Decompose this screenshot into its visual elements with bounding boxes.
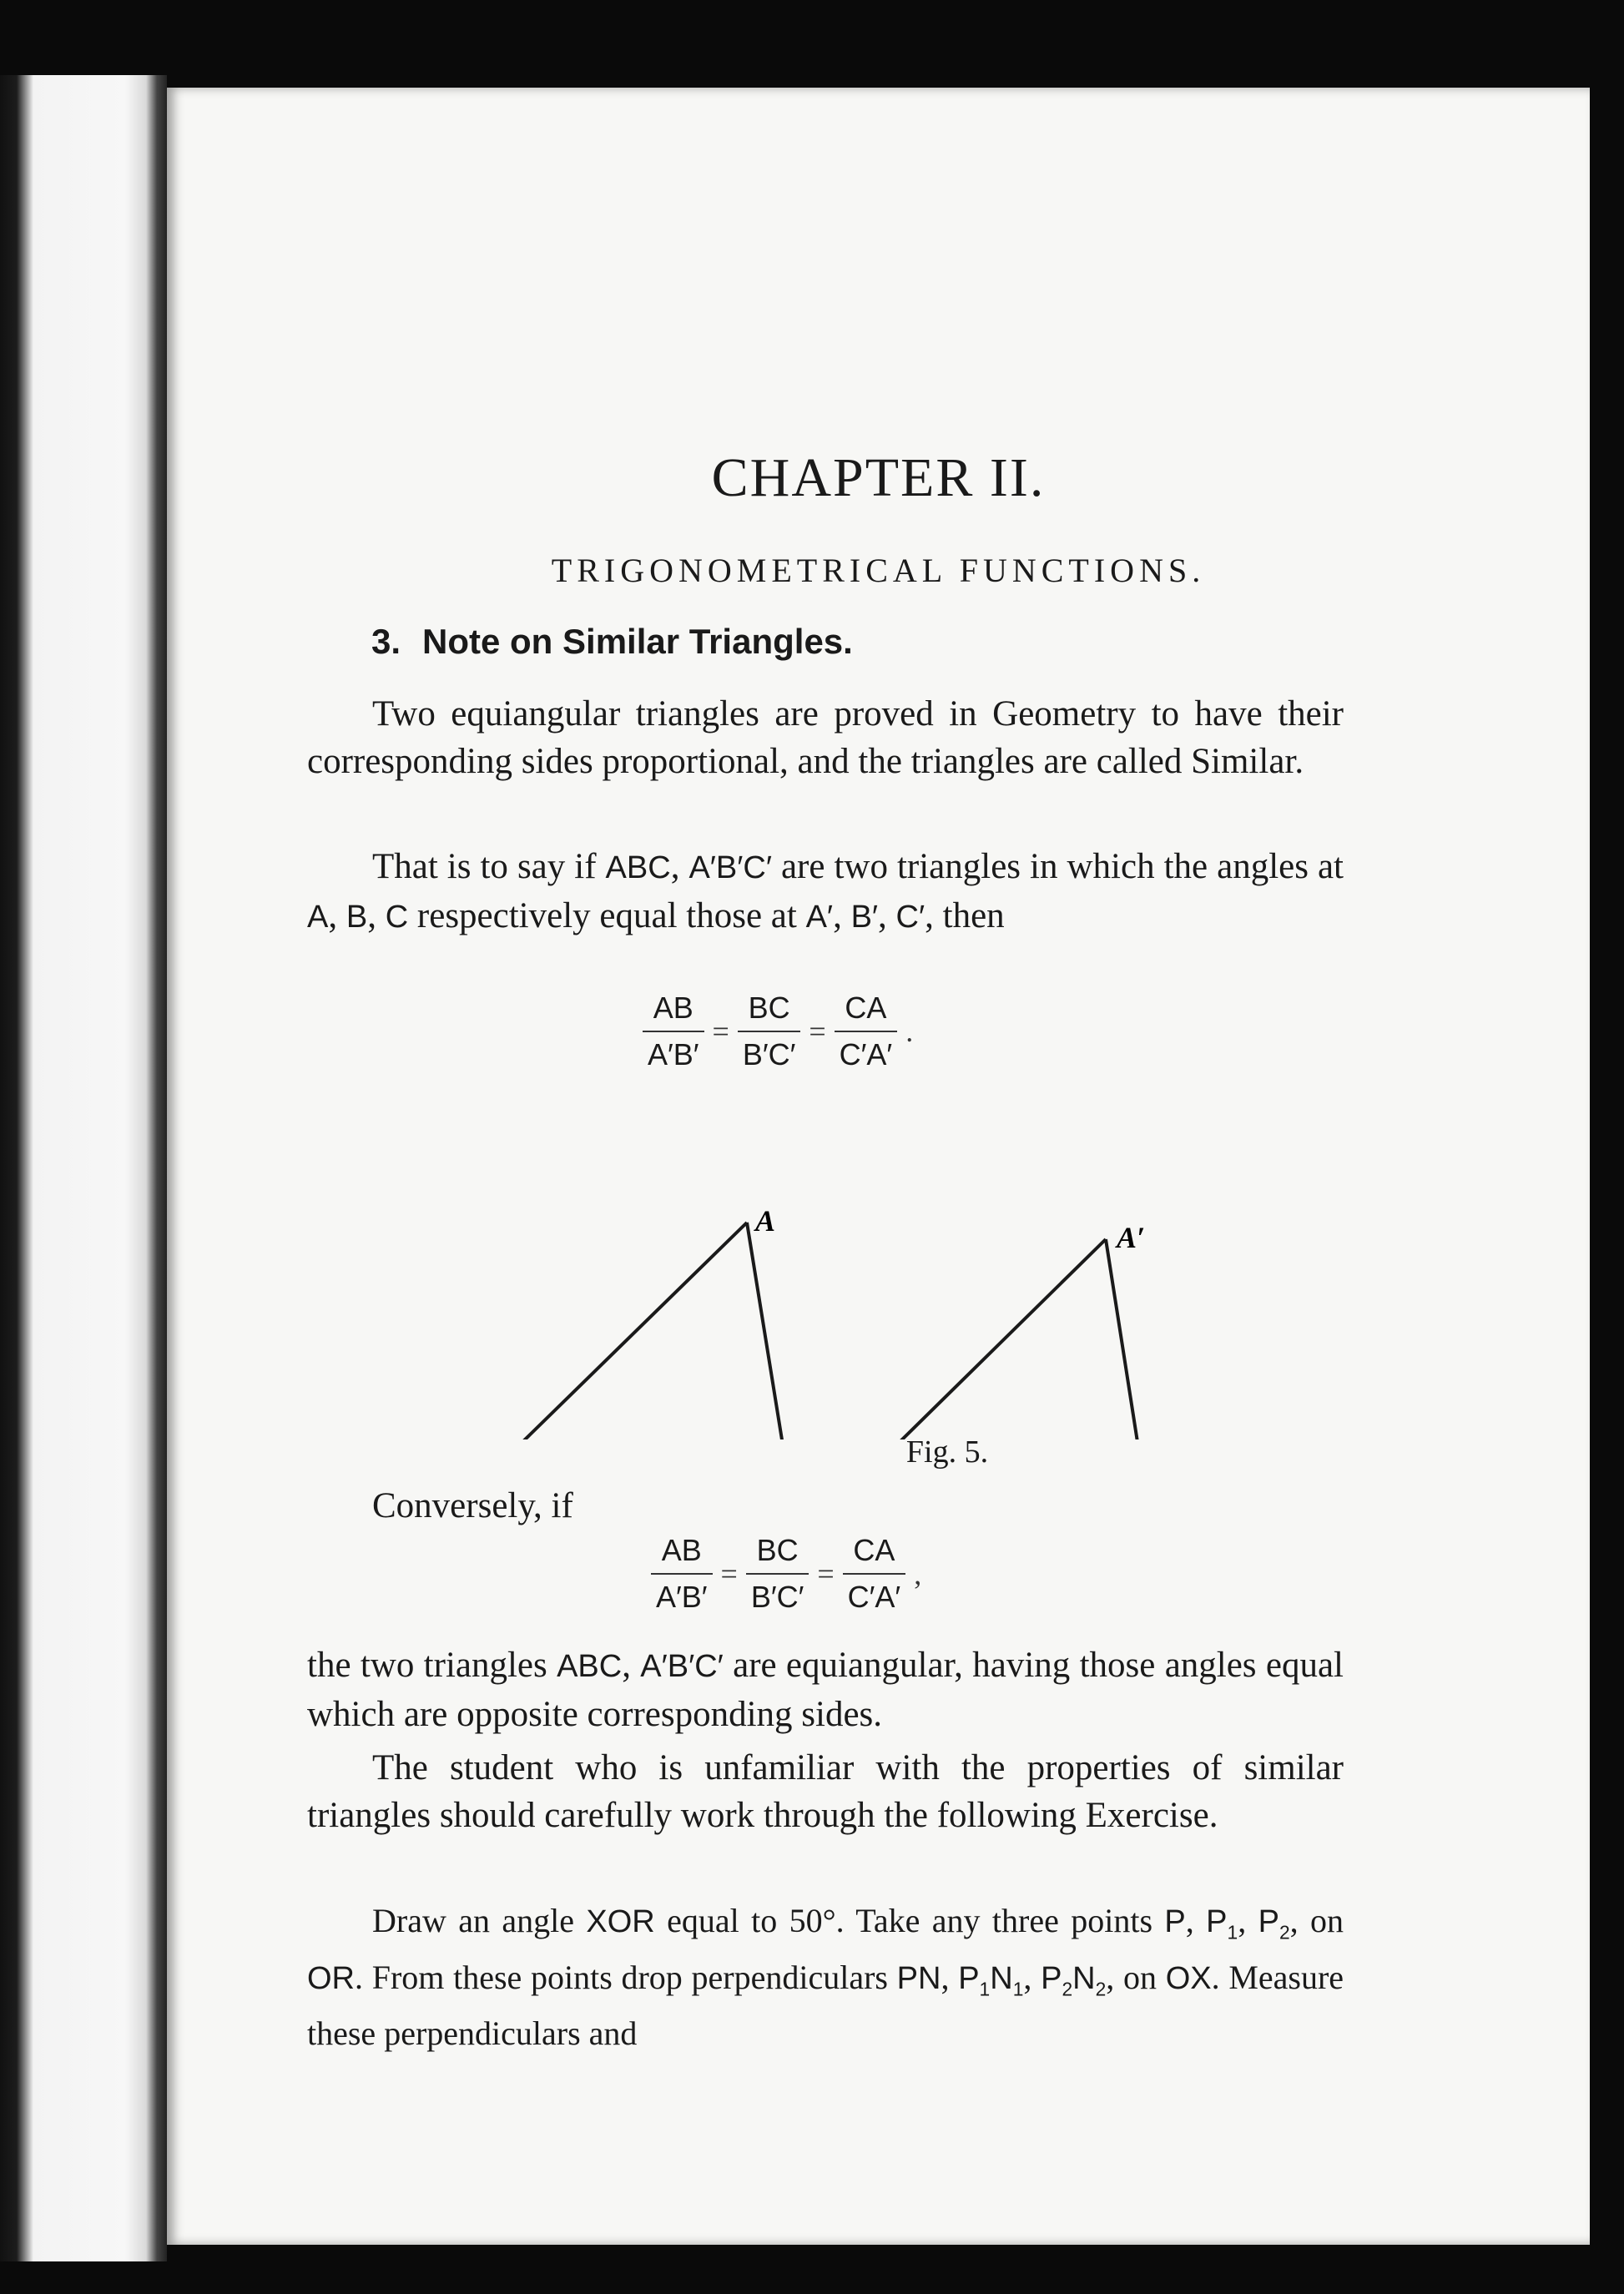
paragraph-2: That is to say if ABC, A′B′C′ are two triangles in which the angles at A, B, C respectively equal those at A′, B′, C′, then (307, 847, 1344, 935)
paragraph-5: Draw an angle XOR equal to 50°. Take any three points P, $P_1$, $P_2$, on OR. From these points drop perpendiculars PN, $P_1N_1$, $P_2N_2$, on OX. Measure these perpendiculars and (307, 1902, 1344, 2053)
fraction: $\frac{CA}{C'A'}$ (835, 989, 898, 1074)
fraction: $\frac{BC}{B'C'}$ (738, 989, 801, 1074)
fraction: $\frac{CA}{C'A'}$ (843, 1531, 906, 1616)
chapter-subtitle: TRIGONOMETRICAL FUNCTIONS. (551, 552, 1206, 589)
side-ca-prime (1106, 1239, 1137, 1439)
section-number: 3. (371, 622, 401, 661)
triangle-abc (482, 1223, 789, 1439)
side-ab-prime (900, 1239, 1106, 1439)
triangle-abc-prime (900, 1239, 1137, 1439)
paragraph-4: The student who is unfamiliar with the properties of similar triangles should carefully work through the following Exercise. (307, 1748, 1344, 1835)
paragraph-3: the two triangles ABC, A′B′C′ are equiangular, having those angles equal which are opposite corresponding sides. (307, 1646, 1344, 1734)
figure-caption: Fig. 5. (905, 1434, 989, 1470)
fraction: $\frac{BC}{B'C'}$ (746, 1531, 809, 1616)
ratio-equation-2: $\frac{AB}{A'B'}$ = $\frac{BC}{B'C'}$ = $\frac{CA}{C'A'}$ , (651, 1531, 930, 1616)
book-spine (0, 75, 167, 2261)
chapter-title: CHAPTER II. (711, 447, 1046, 508)
book-page (167, 88, 1590, 2245)
side-ab (482, 1223, 747, 1439)
fraction: $\frac{AB}{A'B'}$ (643, 989, 704, 1074)
label-a: A (755, 1204, 776, 1238)
section-title: Note on Similar Triangles. (422, 622, 853, 661)
similar-triangles-figure (167, 1106, 1590, 1439)
section-heading (371, 622, 853, 662)
label-a-prime: A′ (1117, 1221, 1146, 1254)
side-ca (747, 1223, 789, 1439)
paragraph-1: Two equiangular triangles are proved in Geometry to have their corresponding sides proportional, and the triangles are called Similar. (307, 694, 1344, 781)
ratio-equation-1: $\frac{AB}{A'B'}$ = $\frac{BC}{B'C'}$ = $\frac{CA}{C'A'}$ . (643, 989, 921, 1074)
fraction: $\frac{AB}{A'B'}$ (651, 1531, 713, 1616)
conversely-text: Conversely, if (372, 1486, 573, 1525)
